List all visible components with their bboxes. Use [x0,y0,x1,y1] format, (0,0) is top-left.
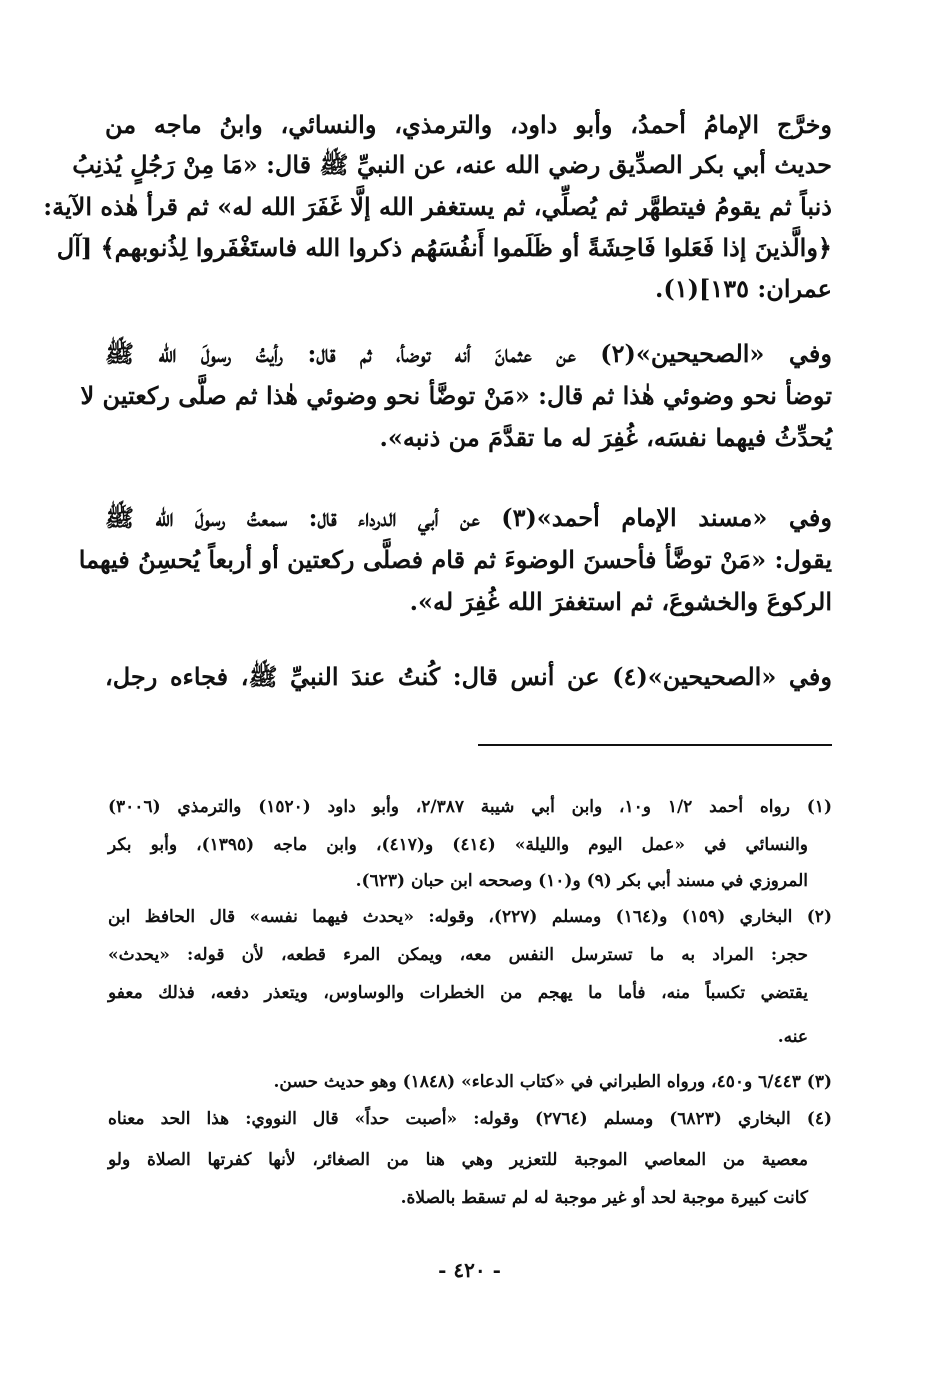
footnote-line: والنسائي في «عمل اليوم والليلة» (٤١٤) و(٤١٧)، وابن ماجه (١٣٩٥)، وأبو بكر [108,835,809,855]
text-line: وفي «مسند الإمام أحمد»(٣) عن أبي الدرداء قال: سمعتُ رسولَ الله ﷺ [105,503,832,532]
text-line: ذنباً ثم يقومُ فيتطهَّر ثم يُصلِّي، ثم يستغفر الله إلَّا غَفَرَ الله له» ثم قرأ هٰذه الآية: [43,192,832,221]
footnote-separator [478,744,832,746]
text-line: وخرَّج الإمامُ أحمدُ، وأبو داود، والترمذي، والنسائي، وابنُ ماجه من [105,110,832,139]
text-line: حديث أبي بكر الصدِّيق رضي الله عنه، عن النبيِّ ﷺ قال: «مَا مِنْ رَجُلٍ يُذنِبُ [72,150,832,179]
footnote-line: (٣) ٦/٤٤٣ و٤٥٠، ورواه الطبراني في «كتاب الدعاء» (١٨٤٨) وهو حديث حسن. [273,1072,832,1092]
text-line: عمران: ١٣٥](١). [655,274,832,303]
footnote-line: عنه. [777,1027,808,1047]
footnote-line: المروزي في مسند أبي بكر (٩) و(١٠) وصححه ابن حبان (٦٢٣). [355,871,808,891]
text-line: يقول: «مَنْ توضَّأ فأحسنَ الوضوءَ ثم قام فصلَّى ركعتين أو أربعاً يُحسِنُ فيهما [78,545,832,574]
text-line: وفي «الصحيحين»(٤) عن أنس قال: كُنتُ عندَ النبيِّ ﷺ، فجاءه رجل، [105,662,832,691]
text-line: يُحدِّثُ فيهما نفسَه، غُفِرَ له ما تقدَّمَ من ذنبه». [379,423,832,452]
footnote-line: معصية من المعاصي الموجبة للتعزير وهي هنا من الصغائر، لأنها كفرتها الصلاة ولو [108,1150,808,1170]
footnote-line: (٢) البخاري (١٥٩) و(١٦٤) ومسلم (٢٢٧)، وقوله: «يحدث فيهما نفسه» قال الحافظ ابن [108,907,832,927]
footnote-line: (١) رواه أحمد ١/٢ و١٠، وابن أبي شيبة ٢/٣٨٧، وأبو داود (١٥٢٠) والترمذي (٣٠٠٦) [108,797,832,817]
quran-verse-line: ﴿والَّذينَ إذا فَعَلوا فَاحِشَةً أو ظَلَموا أَنفُسَهُم ذكروا الله فاستَغْفَروا لِذُنوبهم﴾ [آل [56,233,832,262]
text-line: توضأ نحو وضوئي هٰذا ثم قال: «مَنْ توضَّأ نحو وضوئي هٰذا ثم صلَّى ركعتين لا [80,381,832,410]
footnote-line: (٤) البخاري (٦٨٢٣) ومسلم (٢٧٦٤) وقوله: «أصبت حداً» قال النووي: هذا الحد معناه [108,1109,832,1129]
text-line: وفي «الصحيحين»(٢) عن عثمانَ أنه توضأ، ثم قال: رأيتُ رسولَ الله ﷺ [105,339,832,368]
footnote-line: يقتضي تكسباً منه، فأما ما يهجم من الخطرات والوساوس، ويتعذر دفعه، فذلك معفو [108,983,808,1003]
footnote-line: كانت كبيرة موجبة لحد أو غير موجبة له لم تسقط بالصلاة. [400,1188,808,1208]
text-line: الركوعَ والخشوعَ، ثم استغفرَ الله غُفِرَ له». [409,587,832,616]
page-number: - ٤٢٠ - [438,1258,501,1282]
footnote-line: حجر: المراد به ما تسترسل النفس معه، ويمكن المرء قطعه، لأن قوله: «يحدث» [108,945,808,965]
